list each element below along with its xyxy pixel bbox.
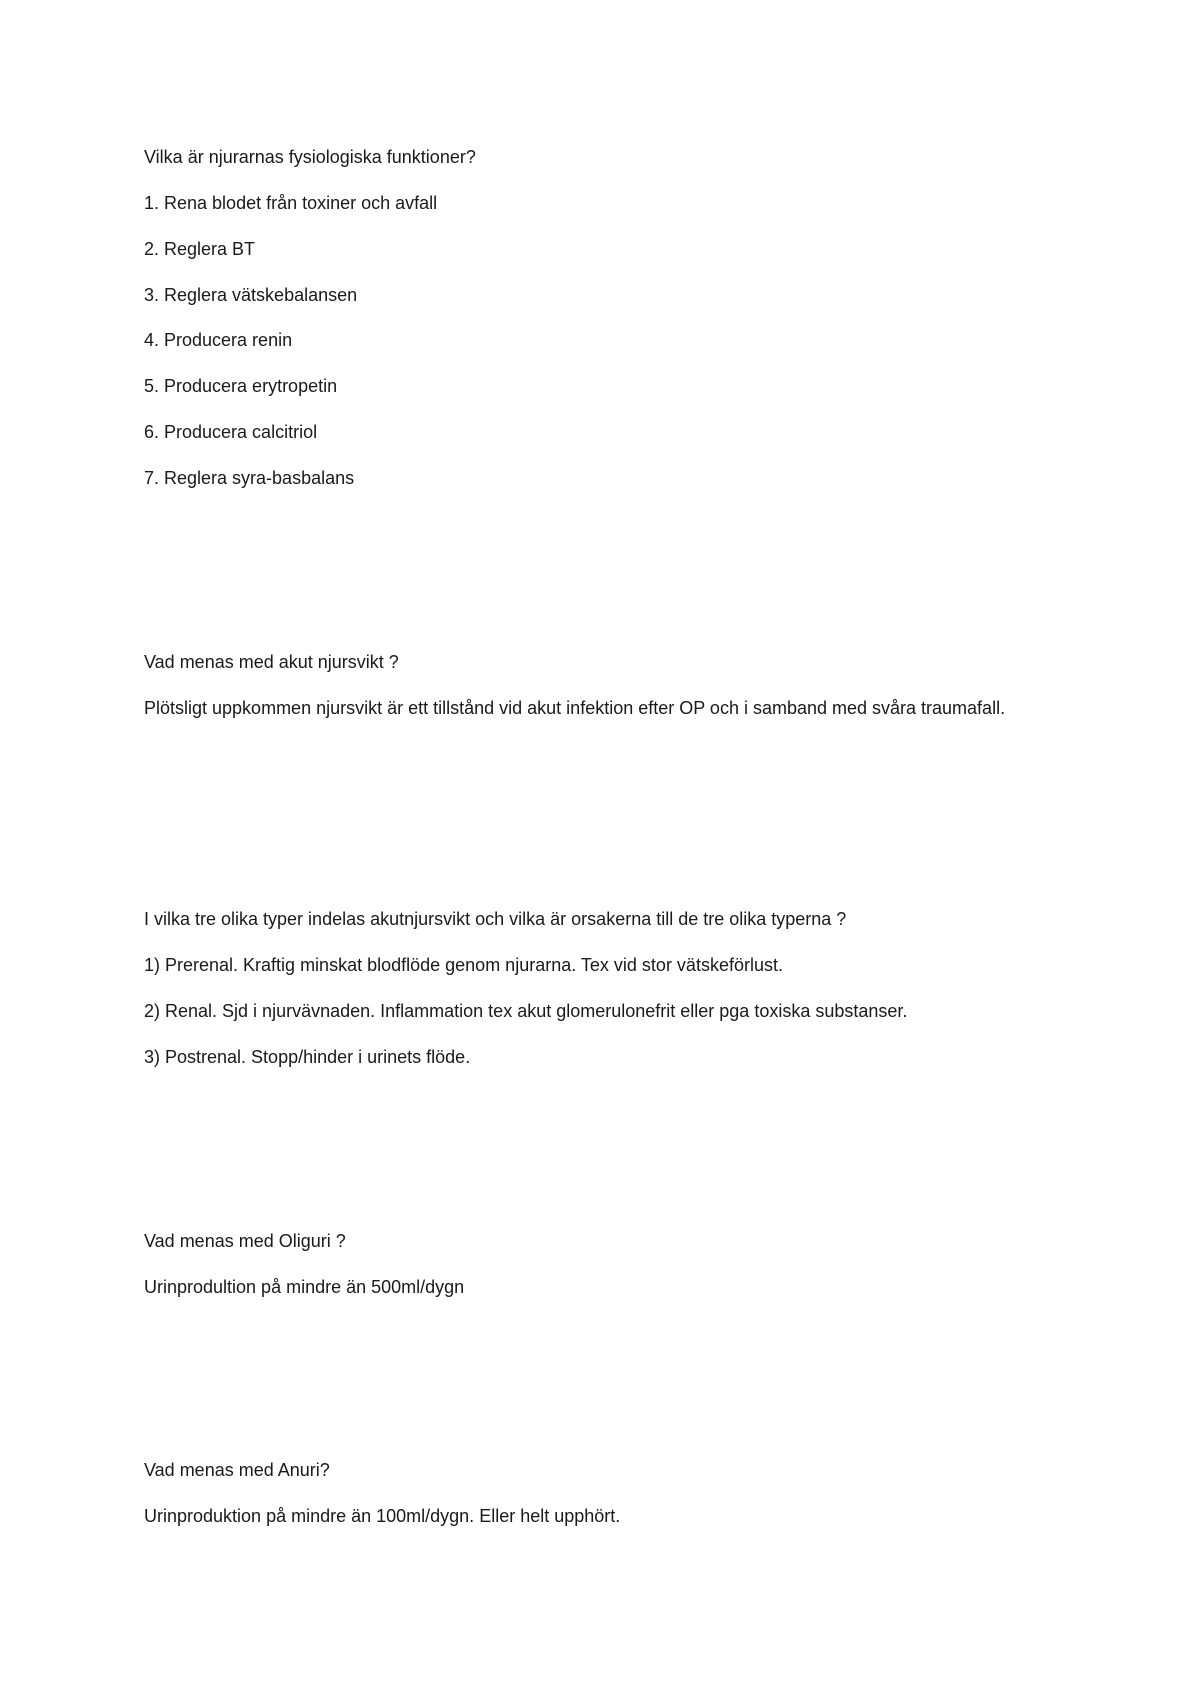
answer-item: 7. Reglera syra-basbalans [144, 468, 355, 488]
question-anuria: Vad menas med Anuri? [144, 1460, 330, 1480]
answer-item: 3) Postrenal. Stopp/hinder i urinets flöde. [144, 1047, 471, 1067]
question-oliguria: Vad menas med Oliguri ? [144, 1231, 346, 1251]
answer-item: 1. Rena blodet från toxiner och avfall [144, 193, 438, 213]
answer-item: 6. Producera calcitriol [144, 422, 318, 442]
answer-paragraph: Urinprodultion på mindre än 500ml/dygn [144, 1277, 465, 1297]
answer-paragraph: Plötsligt uppkommen njursvikt är ett tillstånd vid akut infektion efter OP och i samband med svåra traumafall. [144, 698, 1006, 718]
answer-item: 4. Producera renin [144, 330, 293, 350]
question-three-types: I vilka tre olika typer indelas akutnjursvikt och vilka är orsakerna till de tre olika typerna ? [144, 909, 847, 929]
answer-item: 2. Reglera BT [144, 239, 256, 259]
question-kidney-functions: Vilka är njurarnas fysiologiska funktioner? [144, 147, 476, 167]
question-acute-kidney-failure: Vad menas med akut njursvikt ? [144, 652, 399, 672]
answer-item: 3. Reglera vätskebalansen [144, 285, 358, 305]
answer-paragraph: Urinproduktion på mindre än 100ml/dygn. Eller helt upphört. [144, 1506, 621, 1526]
answer-item: 1) Prerenal. Kraftig minskat blodflöde genom njurarna. Tex vid stor vätskeförlust. [144, 955, 783, 975]
answer-item: 5. Producera erytropetin [144, 376, 338, 396]
answer-item: 2) Renal. Sjd i njurvävnaden. Inflammation tex akut glomerulonefrit eller pga toxiska substanser. [144, 1001, 908, 1021]
